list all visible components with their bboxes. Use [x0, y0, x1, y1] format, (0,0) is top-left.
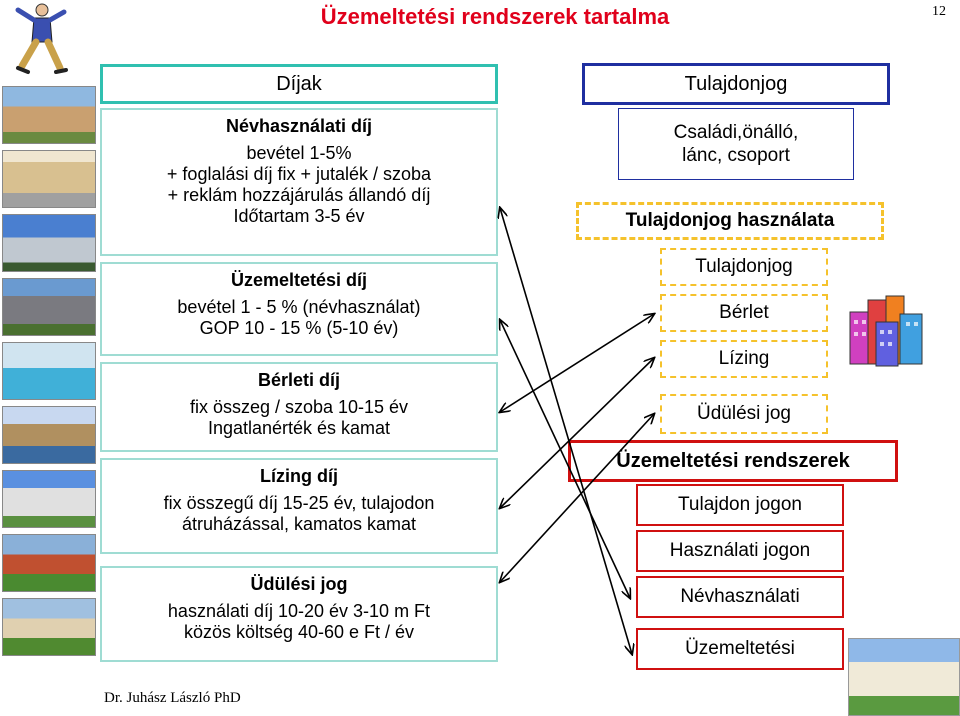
arrow-rent-to-rent: [500, 314, 654, 412]
author-footer: Dr. Juhász László PhD: [104, 690, 241, 706]
section-line: + foglalási díj fix + jutalék / szoba: [166, 164, 432, 184]
use-item-leasing: Lízing: [660, 340, 828, 378]
arrow-operation-to-brand: [500, 320, 630, 598]
section-line: fix összeg / szoba 10-15 év: [189, 397, 409, 417]
use-item-ownership: Tulajdonjog: [660, 248, 828, 286]
ops-item-use-right: Használati jogon: [636, 530, 844, 572]
section-line: GOP 10 - 15 % (5-10 év): [199, 318, 399, 338]
fees-header: Díjak: [100, 64, 498, 104]
section-line: bevétel 1 - 5 % (névhasználat): [177, 297, 421, 317]
section-heading: Bérleti díj: [257, 370, 341, 390]
operating-systems-header: Üzemeltetési rendszerek: [568, 440, 898, 482]
section-line: átruházással, kamatos kamat: [181, 514, 417, 534]
section-line: használati díj 10-20 év 3-10 m Ft: [167, 601, 431, 621]
section-heading: Lízing díj: [260, 466, 338, 486]
ownership-line: Családi,önálló,: [673, 122, 799, 143]
ops-item-management: Üzemeltetési: [636, 628, 844, 670]
ops-item-ownership: Tulajdon jogon: [636, 484, 844, 526]
section-line: + reklám hozzájárulás állandó díj: [167, 185, 431, 205]
section-line: Ingatlanérték és kamat: [207, 418, 391, 438]
section-heading: Üdülési jog: [250, 574, 348, 594]
ops-item-brand: Névhasználati: [636, 576, 844, 618]
page-number: 12: [932, 4, 946, 19]
ownership-header: Tulajdonjog: [582, 63, 890, 105]
use-item-rent: Bérlet: [660, 294, 828, 332]
section-line: közös költség 40-60 e Ft / év: [183, 622, 415, 642]
section-line: Időtartam 3-5 év: [233, 206, 365, 226]
page-title: Üzemeltetési rendszerek tartalma: [320, 4, 670, 29]
section-line: bevétel 1-5%: [246, 143, 352, 163]
arrow-timeshare-to-timeshare: [500, 414, 654, 582]
arrow-brand-to-management: [500, 208, 632, 654]
ownership-use-header: Tulajdonjog használata: [576, 202, 884, 240]
section-heading: Névhasználati díj: [225, 116, 373, 136]
section-line: fix összegű díj 15-25 év, tulajodon: [163, 493, 435, 513]
ownership-line: lánc, csoport: [682, 145, 790, 166]
use-item-timeshare: Üdülési jog: [660, 394, 828, 434]
section-heading: Üzemeltetési díj: [230, 270, 368, 290]
